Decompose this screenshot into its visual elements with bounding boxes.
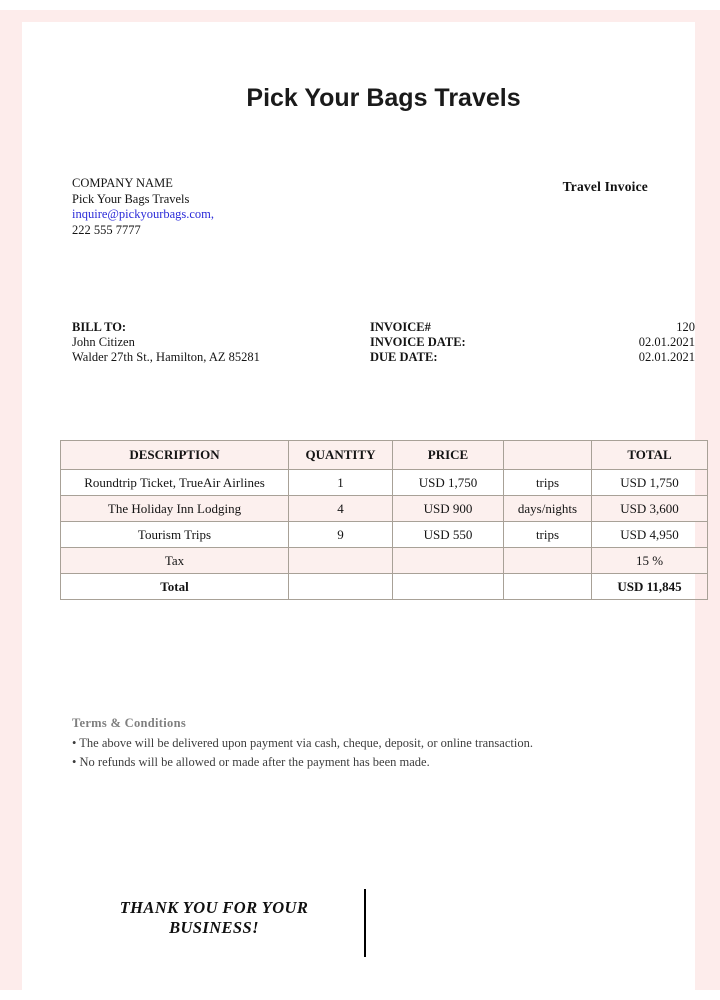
cell-price (393, 548, 504, 574)
invoice-page (22, 22, 695, 1000)
company-name: Pick Your Bags Travels (72, 191, 190, 206)
thank-you-message (94, 898, 334, 938)
terms-block (72, 714, 672, 773)
header-total: TOTAL (592, 441, 708, 470)
cell-unit (504, 548, 592, 574)
table-row (61, 522, 708, 548)
invoice-number-value: 120 (676, 320, 695, 334)
due-date-label: DUE DATE: (370, 350, 438, 365)
cell-quantity (289, 548, 393, 574)
cell-price (393, 574, 504, 600)
cell-price: USD 550 (393, 522, 504, 548)
page-title: Pick Your Bags Travels (246, 84, 521, 112)
cell-total: USD 3,600 (592, 496, 708, 522)
header-price: PRICE (393, 441, 504, 470)
cell-description: Roundtrip Ticket, TrueAir Airlines (61, 470, 289, 496)
due-date-value: 02.01.2021 (638, 350, 695, 365)
terms-heading: Terms & Conditions (72, 716, 186, 730)
cell-quantity: 4 (289, 496, 393, 522)
header-quantity: QUANTITY (289, 441, 393, 470)
bill-to-name: John Citizen (72, 335, 135, 350)
table-header-row (61, 441, 708, 470)
header-description: DESCRIPTION (61, 441, 289, 470)
cell-quantity: 9 (289, 522, 393, 548)
cell-price: USD 1,750 (393, 470, 504, 496)
tax-row (61, 548, 708, 574)
cell-unit: days/nights (504, 496, 592, 522)
invoice-date-label: INVOICE DATE: (370, 335, 466, 350)
bill-to-address: Walder 27th St., Hamilton, AZ 85281 (72, 350, 260, 365)
due-date-row (370, 350, 695, 365)
company-info-block (72, 176, 214, 238)
cell-description: Tourism Trips (61, 522, 289, 548)
invoice-number-row (370, 320, 695, 335)
table-row (61, 470, 708, 496)
invoice-date-row (370, 335, 695, 350)
cell-total: USD 1,750 (592, 470, 708, 496)
bill-to-label: BILL TO: (72, 320, 127, 334)
cell-unit (504, 574, 592, 600)
invoice-number-label: INVOICE# (370, 320, 431, 334)
bill-to-block (72, 320, 260, 366)
invoice-meta-block (370, 320, 695, 366)
cell-unit: trips (504, 470, 592, 496)
thank-you-line2: BUSINESS! (169, 918, 259, 937)
footer-divider-line (364, 889, 366, 957)
invoice-type-label: Travel Invoice (562, 179, 648, 194)
invoice-date-value: 02.01.2021 (638, 335, 695, 350)
total-row (61, 574, 708, 600)
header-unit (504, 441, 592, 470)
cell-description: Tax (61, 548, 289, 574)
cell-total: 15 % (592, 548, 708, 574)
cell-unit: trips (504, 522, 592, 548)
company-phone: 222 555 7777 (72, 222, 141, 237)
terms-item: • No refunds will be allowed or made after the payment has been made. (72, 755, 430, 769)
cell-total: USD 4,950 (592, 522, 708, 548)
company-email-link[interactable]: inquire@pickyourbags.com, (72, 207, 215, 221)
company-name-label: COMPANY NAME (72, 176, 173, 190)
cell-total: USD 11,845 (592, 574, 708, 600)
cell-quantity (289, 574, 393, 600)
thank-you-line1: THANK YOU FOR YOUR (119, 898, 309, 917)
cell-price: USD 900 (393, 496, 504, 522)
cell-quantity: 1 (289, 470, 393, 496)
terms-item: • The above will be delivered upon payment via cash, cheque, deposit, or online transaction. (72, 735, 533, 750)
line-items-table (60, 440, 708, 600)
table-row (61, 496, 708, 522)
cell-description: The Holiday Inn Lodging (61, 496, 289, 522)
cell-description: Total (61, 574, 289, 600)
